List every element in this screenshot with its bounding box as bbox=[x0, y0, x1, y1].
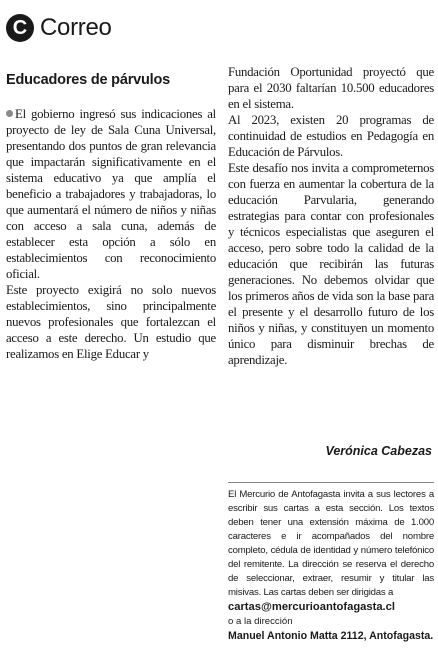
letter-column-left bbox=[6, 72, 216, 362]
section-logo: C bbox=[6, 14, 34, 42]
letter-column-right bbox=[228, 64, 434, 368]
letter-paragraph bbox=[6, 106, 216, 282]
notice-or-address: o a la dirección bbox=[228, 616, 293, 627]
letter-paragraph: Este desafío nos invita a comprometernos con fuerza en aumentar la cobertura de la educación Parvularia, generando estrategias para contar con profesionales y técnicos especialistas que aseguren el acceso, pero sobre todo la calidad de la educación que recibirán las futuras generaciones. No debemos olvidar que los primeros años de vida son la base para el presente y el desarrollo futuro de los niños y niñas, y constituyen un momento único para disminuir brechas de aprendizaje. bbox=[228, 161, 434, 367]
letter-paragraph-text: El gobierno ingresó sus indicaciones al proyecto de ley de Sala Cuna Universal, presentando dos puntos de gran relevancia que impactarán significativamente en el sistema educativo ya que amplía el beneficio a trabajadores y trabajadoras, lo que aumentará el número de niños y niñas con acceso a sala cuna, además de establecer esta opción a sólo en establecimientos con reconocimiento oficial. bbox=[6, 107, 216, 281]
notice-divider bbox=[228, 482, 434, 483]
section-header bbox=[6, 14, 112, 42]
letter-signature: Verónica Cabezas bbox=[325, 444, 432, 458]
notice-email: cartas@mercurioantofagasta.cl bbox=[228, 601, 395, 613]
bullet-icon bbox=[6, 110, 13, 117]
letter-paragraph: Fundación Oportunidad proyectó que para el 2030 faltarían 10.500 educadores en el sistema. bbox=[228, 65, 434, 111]
letter-paragraph: Este proyecto exigirá no solo nuevos establecimientos, sino principalmente nuevos profesionales que fortalezcan el acceso a este derecho. Un estudio que realizamos en Elige Educar y bbox=[6, 283, 216, 361]
section-title: Correo bbox=[40, 14, 112, 41]
letter-title: Educadores de párvulos bbox=[6, 72, 171, 88]
notice-text: El Mercurio de Antofagasta invita a sus lectores a escribir sus cartas a esta sección. Los textos deben tener una extensión máxima de 1.000 caracteres e ir acompañados del nombre completo, cédula de identidad y número telefónico del remitente. La dirección se reserva el derecho de seleccionar, extraer, resumir y titular las misivas. Las cartas deben ser dirigidas a bbox=[228, 489, 434, 598]
letter-paragraph: Al 2023, existen 20 programas de continuidad de estudios en Pedagogía en Educación de Párvulos. bbox=[228, 113, 434, 159]
submission-notice bbox=[228, 488, 434, 644]
notice-address: Manuel Antonio Matta 2112, Antofagasta. bbox=[228, 630, 434, 642]
